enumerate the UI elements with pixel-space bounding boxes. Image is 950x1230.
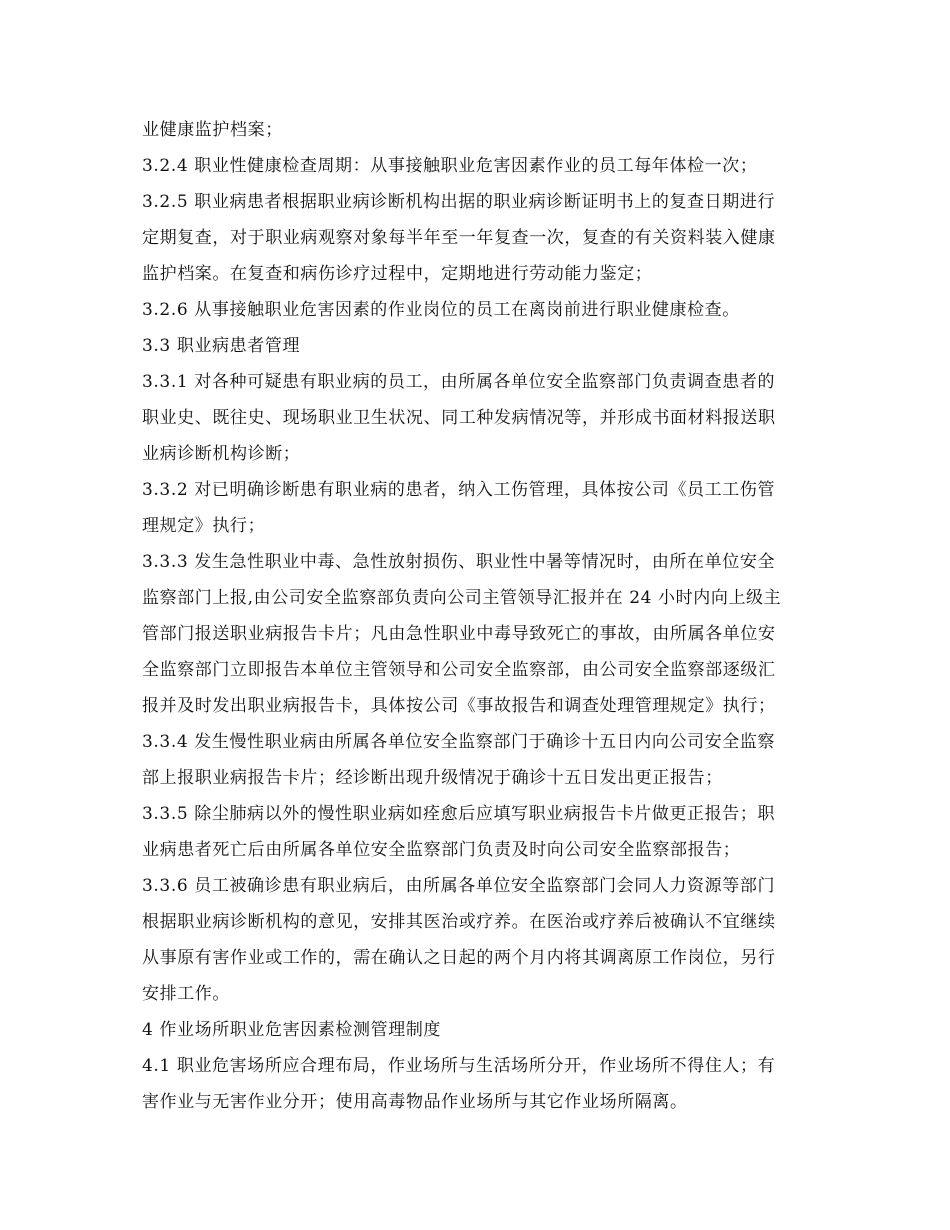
text-line: 业病诊断机构诊断； bbox=[142, 444, 301, 464]
section-heading: 4 作业场所职业危害因素检测管理制度 bbox=[142, 1020, 442, 1040]
document-body bbox=[142, 112, 818, 1120]
text-line: 安排工作。 bbox=[142, 984, 230, 1004]
text-line: 业健康监护档案； bbox=[142, 120, 283, 140]
text-line: 害作业与无害作业分开；使用高毒物品作业场所与其它作业场所隔离。 bbox=[142, 1092, 688, 1112]
text-line: 报并及时发出职业病报告卡，具体按公司《事故报告和调查处理管理规定》执行； bbox=[142, 696, 776, 716]
text-line: 根据职业病诊断机构的意见，安排其医治或疗养。在医治或疗养后被确认不宜继续 bbox=[142, 912, 776, 932]
text-line: 3.3.3 发生急性职业中毒、急性放射损伤、职业性中暑等情况时，由所在单位安全 bbox=[142, 552, 776, 572]
text-line: 监察部门上报,由公司安全监察部负责向公司主管领导汇报并在 24 小时内向上级主 bbox=[142, 588, 782, 608]
text-line: 4.1 职业危害场所应合理布局，作业场所与生活场所分开，作业场所不得住人；有 bbox=[142, 1056, 776, 1076]
text-line: 从事原有害作业或工作的，需在确认之日起的两个月内将其调离原工作岗位，另行 bbox=[142, 948, 776, 968]
text-line: 部上报职业病报告卡片；经诊断出现升级情况于确诊十五日发出更正报告； bbox=[142, 768, 723, 788]
text-line: 业病患者死亡后由所属各单位安全监察部门负责及时向公司安全监察部报告； bbox=[142, 840, 741, 860]
text-line: 3.3.1 对各种可疑患有职业病的员工，由所属各单位安全监察部门负责调查患者的 bbox=[142, 372, 776, 392]
text-line: 定期复查，对于职业病观察对象每半年至一年复查一次，复查的有关资料装入健康 bbox=[142, 228, 776, 248]
text-line: 3.2.5 职业病患者根据职业病诊断机构出据的职业病诊断证明书上的复查日期进行 bbox=[142, 192, 776, 212]
text-line: 管部门报送职业病报告卡片；凡由急性职业中毒导致死亡的事故，由所属各单位安 bbox=[142, 624, 776, 644]
text-line: 3.2.4 职业性健康检查周期：从事接触职业危害因素作业的员工每年体检一次； bbox=[142, 156, 758, 176]
text-line: 3.3.6 员工被确诊患有职业病后，由所属各单位安全监察部门会同人力资源等部门 bbox=[142, 876, 776, 896]
text-line: 理规定》执行； bbox=[142, 516, 266, 536]
text-line: 监护档案。在复查和病伤诊疗过程中，定期地进行劳动能力鉴定； bbox=[142, 264, 653, 284]
text-line: 3.2.6 从事接触职业危害因素的作业岗位的员工在离岗前进行职业健康检查。 bbox=[142, 300, 740, 320]
text-line: 3.3.4 发生慢性职业病由所属各单位安全监察部门于确诊十五日内向公司安全监察 bbox=[142, 732, 776, 752]
text-line: 全监察部门立即报告本单位主管领导和公司安全监察部，由公司安全监察部逐级汇 bbox=[142, 660, 776, 680]
text-line: 职业史、既往史、现场职业卫生状况、同工种发病情况等，并形成书面材料报送职 bbox=[142, 408, 776, 428]
section-heading: 3.3 职业病患者管理 bbox=[142, 336, 301, 356]
text-line: 3.3.2 对已明确诊断患有职业病的患者，纳入工伤管理，具体按公司《员工工伤管 bbox=[142, 480, 776, 500]
text-line: 3.3.5 除尘肺病以外的慢性职业病如痊愈后应填写职业病报告卡片做更正报告；职 bbox=[142, 804, 776, 824]
